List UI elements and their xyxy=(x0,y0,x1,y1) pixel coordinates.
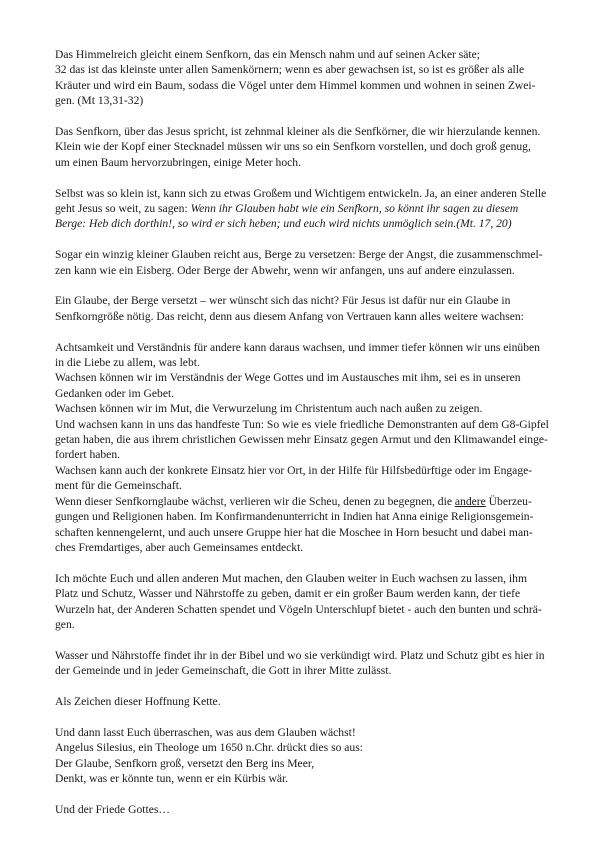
text-line: Achtsamkeit und Verständnis für andere kann daraus wachsen, und immer tiefer können wir uns einüben xyxy=(55,340,540,354)
text-line: Und dann lasst Euch überraschen, was aus dem Glauben wächst! xyxy=(55,725,356,739)
text-line: Gedanken oder im Gebet. xyxy=(55,386,175,400)
text-segment: Wenn dieser Senfkornglaube wächst, verlieren wir die Scheu, denen zu begegnen, die xyxy=(55,494,455,508)
paragraph-mut-machen xyxy=(55,571,566,633)
text-segment: Überzeu- xyxy=(485,494,532,508)
text-line: ches Fremdartiges, aber auch Gemeinsames entdeckt. xyxy=(55,540,304,554)
text-line: Das Himmelreich gleicht einem Senfkorn, das ein Mensch nahm und auf seinen Acker säte; xyxy=(55,48,480,61)
text-line: in die Liebe zu allem, was lebt. xyxy=(55,356,200,370)
text-line: der Gemeinde und in jeder Gemeinschaft, die Gott in ihrer Mitte zulässt. xyxy=(55,664,392,678)
text-line: Kräuter und wird ein Baum, sodass die Vögel unter dem Himmel kommen und wohnen in seinen Zwei- xyxy=(55,78,536,92)
paragraph-wasser-naehrstoffe xyxy=(55,648,566,679)
text-line: ment für die Gemeinschaft. xyxy=(55,479,182,493)
text-line: Klein wie der Kopf einer Stecknadel müssen wir uns so ein Senfkorn vorstellen, und doch groß genug, xyxy=(55,140,531,154)
paragraph-friede xyxy=(55,802,566,817)
text-line: zen kann wie ein Eisberg. Oder Berge der Abwehr, wenn wir anfangen, uns auf andere einzulassen. xyxy=(55,263,515,277)
paragraph-angelus-silesius xyxy=(55,725,566,787)
text-line: Als Zeichen dieser Hoffnung Kette. xyxy=(55,694,221,708)
paragraph-jesus-quote xyxy=(55,186,566,232)
text-line: Und der Friede Gottes… xyxy=(55,802,170,816)
text-segment: geht Jesus so weit, zu sagen: xyxy=(55,202,191,216)
text-line: Wachsen kann auch der konkrete Einsatz hier vor Ort, in der Hilfe für Hilfsbedürftige oder im Engage- xyxy=(55,463,533,477)
text-line: gen. xyxy=(55,617,75,631)
paragraph-bible-quote xyxy=(55,47,566,109)
text-line: gungen und Religionen haben. Im Konfirmandenunterricht in Indien hat Anna einige Religionsgemein- xyxy=(55,510,534,524)
verse-line: Denkt, was er könnte tun, wenn er ein Kürbis wär. xyxy=(55,771,289,785)
italic-quote-line: Berge: Heb dich dorthin!, so wird er sich heben; und euch wird nichts unmöglich sein.(Mt. 17, 20) xyxy=(55,217,512,231)
text-line xyxy=(55,201,566,216)
paragraph-berge-versetzen xyxy=(55,247,566,278)
paragraph-glaube-berge xyxy=(55,293,566,324)
text-line: getan haben, die aus ihrem christlichen Gewissen mehr Einsatz gegen Armut und den Klimawandel einge- xyxy=(55,433,548,447)
text-line: Selbst was so klein ist, kann sich zu etwas Großem und Wichtigem entwickeln. Ja, an einer anderen Stelle xyxy=(55,186,547,200)
italic-quote: Wenn ihr Glauben habt wie ein Senfkorn, so könnt ihr sagen zu diesem xyxy=(190,202,519,216)
paragraph-zeichen-kette xyxy=(55,694,566,709)
text-line: Wasser und Nährstoffe findet ihr in der Bibel und wo sie verkündigt wird. Platz und Schutz gibt es hier in xyxy=(55,648,545,662)
text-line: Sogar ein winzig kleiner Glauben reicht aus, Berge zu versetzen: Berge der Angst, die zusammenschmel- xyxy=(55,248,543,262)
text-line: Wachsen können wir im Verständnis der Wege Gottes und im Austausches mit ihm, sei es in unseren xyxy=(55,371,521,385)
text-line: Senfkorngröße nötig. Das reicht, denn aus diesem Anfang von Vertrauen kann alles weitere wachsen: xyxy=(55,309,524,323)
text-line: Und wachsen kann in uns das handfeste Tun: So wie es viele friedliche Demonstranten auf dem G8-Gipfel xyxy=(55,417,549,431)
text-line: Wachsen können wir im Mut, die Verwurzelung im Christentum auch nach außen zu zeigen. xyxy=(55,402,483,416)
text-line: gen. (Mt 13,31-32) xyxy=(55,94,144,108)
underlined-word: andere xyxy=(454,494,486,508)
paragraph-wachsen xyxy=(55,340,566,556)
text-line: schaften kennengelernt, und auch unsere Gruppe hier hat die Moschee in Horn besucht und dabei man- xyxy=(55,525,533,539)
text-line: Wurzeln hat, der Anderen Schatten spendet und Vögeln Unterschlupf bietet - auch den bunten und schrä- xyxy=(55,602,542,616)
paragraph-senfkorn-size xyxy=(55,124,566,170)
text-line: Ich möchte Euch und allen anderen Mut machen, den Glauben weiter in Euch wachsen zu lassen, ihm xyxy=(55,571,527,585)
verse-line: Der Glaube, Senfkorn groß, versetzt den Berg ins Meer, xyxy=(55,756,315,770)
text-line: fordert haben. xyxy=(55,448,121,462)
text-line: Das Senfkorn, über das Jesus spricht, ist zehnmal kleiner als die Senfkörner, die wir hierzulande kennen. xyxy=(55,125,541,139)
text-line: um einen Baum hervorzubringen, einige Meter hoch. xyxy=(55,155,301,169)
text-line xyxy=(55,494,566,509)
text-line: Ein Glaube, der Berge versetzt – wer wünscht sich das nicht? Für Jesus ist dafür nur ein Glaube in xyxy=(55,294,511,308)
text-line: Angelus Silesius, ein Theologe um 1650 n.Chr. drückt dies so aus: xyxy=(55,741,363,755)
text-line: Platz und Schutz, Wasser und Nährstoffe zu geben, damit er ein großer Baum werden kann, der tiefe xyxy=(55,587,521,601)
text-line: 32 das ist das kleinste unter allen Samenkörnern; wenn es aber gewachsen ist, so ist es größer als alle xyxy=(55,63,525,77)
